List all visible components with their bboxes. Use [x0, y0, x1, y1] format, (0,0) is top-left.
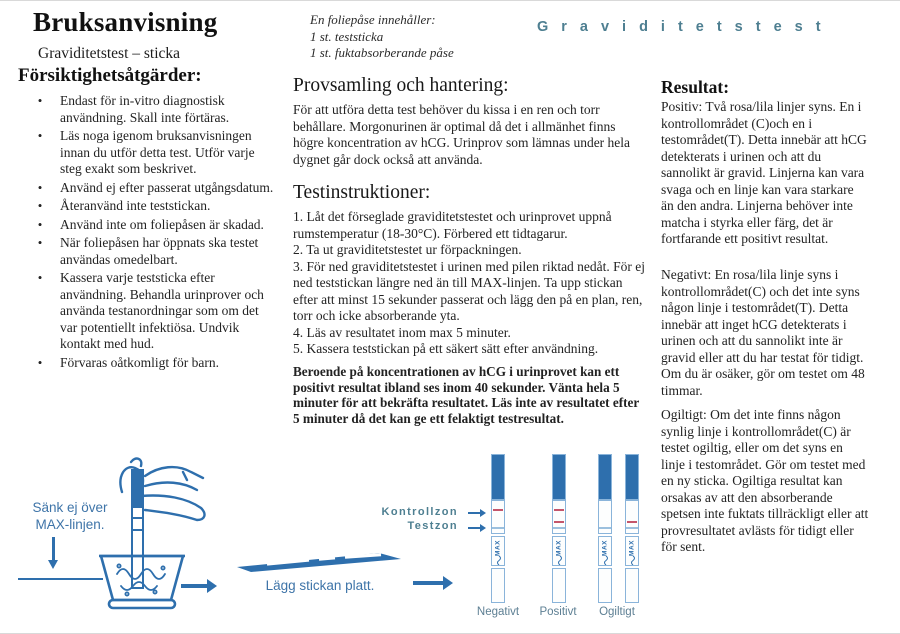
control-line [554, 509, 564, 511]
precaution-item: • Använd inte om foliepåsen är skadad. [20, 217, 274, 234]
instructions-steps [293, 209, 649, 358]
pointer-arrow-icon [468, 512, 480, 514]
control-zone-label: Kontrollzon [381, 506, 458, 518]
control-line [493, 509, 503, 511]
package-note-line-2: 1 st. teststicka [310, 28, 384, 44]
test-strip-invalid-blank [598, 454, 612, 601]
strip-max-zone [552, 536, 566, 566]
strip-absorbent-tip [491, 568, 505, 603]
max-label: MAX [601, 540, 609, 557]
precautions-list [20, 93, 274, 373]
squiggle-arrow-icon [495, 556, 503, 565]
pointer-arrow-icon [468, 527, 480, 529]
window-divider [599, 527, 611, 529]
bullet-icon: • [37, 354, 43, 370]
strip-caption-negative: Negativt [476, 606, 520, 618]
window-divider [626, 527, 638, 529]
strip-max-zone [598, 536, 612, 566]
window-divider [492, 527, 504, 529]
bullet-icon: • [37, 93, 43, 108]
strip-handle [491, 454, 505, 500]
strip-result-window [552, 500, 566, 534]
strip-caption-positive: Positivt [539, 606, 577, 618]
window-divider [553, 527, 565, 529]
instruction-step: 3. För ned graviditetstestet i urinen med pilen riktad nedåt. För ej ned teststickan längre ned än till MAX-linjen. Ta upp stickan efter att minst 15 sekunder passerat och lägg den på en plan, ren, torr och icke absorberande yta. [293, 258, 646, 323]
test-strip-negative [491, 454, 505, 601]
max-label: MAX [555, 540, 563, 557]
sampling-body: För att utföra detta test behöver du kissa i en ren och torr behållare. Morgonurinen är optimal då det i allmänhet finns högre koncentration av hCG. Urinprov som lämnas under hela dygnet går dock också att använda. [293, 102, 631, 167]
bullet-icon: • [37, 198, 43, 213]
strip-handle [598, 454, 612, 500]
package-note-line-1: En foliepåse innehåller: [310, 12, 436, 27]
squiggle-arrow-icon [602, 556, 610, 565]
result-positive-text: Positiv: Två rosa/lila linjer syns. En i kontrollområdet (C)och en i testområdet(T). Detta innebär att hCG detekterats i urinen och att du sannolikt är gravid. Linjerna kan vara svaga och en linje kan vara starkare än den andra. Linjerna behöver inte matcha i styrka eller färg, det är fortfarande ett positivt resultat. [661, 99, 867, 246]
sampling-heading: Provsamling och hantering: [293, 75, 509, 96]
strip-result-window [598, 500, 612, 534]
instruction-step: 5. Kassera teststickan på ett säkert sätt efter användning. [293, 341, 599, 356]
dip-max-label-line1: Sänk ej över [32, 500, 108, 515]
arrow-right-icon [413, 581, 443, 585]
instruction-step: 1. Låt det förseglade graviditetstestet och urinprovet uppnå rumstemperatur (18-30°C). Förbered ett tidtagarur. [293, 209, 612, 241]
squiggle-arrow-icon [629, 556, 637, 565]
bullet-icon: • [37, 128, 43, 143]
bullet-icon: • [37, 216, 43, 232]
result-invalid-text: Ogiltigt: Om det inte finns någon synlig linje i kontrollområdet(C) är testet ogiltig, eller om det syns en linje i testområdet. Gör om testet med en ny sticka. Ogiltiga resultat kan orsakas av att den absorberande spetsen inte fuktats tillräckligt eller att provresultatet avlästs för tidigt eller för sent. [661, 407, 869, 554]
instruction-step: 2. Ta ut graviditetstestet ur förpackningen. [293, 242, 522, 257]
max-label: MAX [494, 540, 502, 557]
strip-result-window [491, 500, 505, 534]
precaution-item: • Använd ej efter passerat utgångsdatum. [20, 180, 274, 197]
precaution-item: • Förvaras oåtkomligt för barn. [20, 355, 274, 372]
package-contents-note [310, 12, 454, 62]
page-title: Bruksanvisning [33, 7, 218, 37]
instructions-heading: Testinstruktioner: [293, 182, 431, 203]
squiggle-arrow-icon [556, 556, 564, 565]
flat-strip-illustration [233, 550, 405, 574]
test-zone-label: Testzon [407, 520, 458, 532]
test-line [627, 521, 637, 523]
strip-handle [552, 454, 566, 500]
dip-max-label-line2: MAX-linjen. [35, 517, 105, 532]
package-note-line-3: 1 st. fuktabsorberande påse [310, 45, 454, 60]
results-heading: Resultat: [661, 77, 730, 97]
max-label: MAX [628, 540, 636, 557]
precaution-item: • Kassera varje teststicka efter användning. Behandla urinprover och använda testanordningar som om det var potentiellt infektiösa. Undvik kontakt med hud. [20, 270, 274, 353]
instruction-step: 4. Läs av resultatet inom max 5 minuter. [293, 324, 511, 340]
hand-dip-illustration [75, 456, 210, 614]
strip-result-window [625, 500, 639, 534]
strip-caption-invalid: Ogiltigt [599, 606, 635, 618]
precautions-heading: Försiktighetsåtgärder: [18, 65, 202, 86]
result-negative-text: Negativt: En rosa/lila linje syns i kontrollområdet(C) och det inte syns någon linje i testområdet(T). Detta innebär att inget hCG detekterats i urinen och att du sannolikt inte är gravid eller att du har testat för tidigt. Om du är osäker, gör om testet om 48 timmar. [661, 267, 865, 398]
brand-wordmark: Graviditetstest [537, 19, 834, 35]
lay-flat-label: Lägg stickan platt. [265, 578, 375, 593]
test-strip-positive [552, 454, 566, 601]
arrow-down-icon [52, 537, 55, 561]
strip-absorbent-tip [625, 568, 639, 603]
page-subtitle: Graviditetstest – sticka [38, 45, 181, 62]
strip-absorbent-tip [552, 568, 566, 603]
precaution-item: • När foliepåsen har öppnats ska testet användas omedelbart. [20, 235, 274, 268]
timing-warning: Beroende på koncentrationen av hCG i urinprovet kan ett positivt resultat ibland ses inom 40 sekunder. Vänta hela 5 minuter för att bekräfta resultatet. Läs inte av resultatet efter 5 minuter då det kan ge ett felaktigt testresultat. [293, 364, 639, 426]
arrow-right-icon [181, 584, 207, 588]
test-strip-invalid-testline-only [625, 454, 639, 601]
strip-absorbent-tip [598, 568, 612, 603]
precaution-item: • Läs noga igenom bruksanvisningen innan du utför detta test. Utför varje steg exakt som beskrivet. [20, 128, 274, 178]
strip-max-zone [625, 536, 639, 566]
bullet-icon: • [37, 235, 43, 250]
precaution-item: • Återanvänd inte teststickan. [20, 198, 274, 215]
bullet-icon: • [37, 270, 43, 285]
bullet-icon: • [37, 179, 43, 195]
test-line [554, 521, 564, 523]
strip-max-zone [491, 536, 505, 566]
strip-handle [625, 454, 639, 500]
precaution-item: • Endast för in-vitro diagnostisk användning. Skall inte förtäras. [20, 93, 274, 126]
